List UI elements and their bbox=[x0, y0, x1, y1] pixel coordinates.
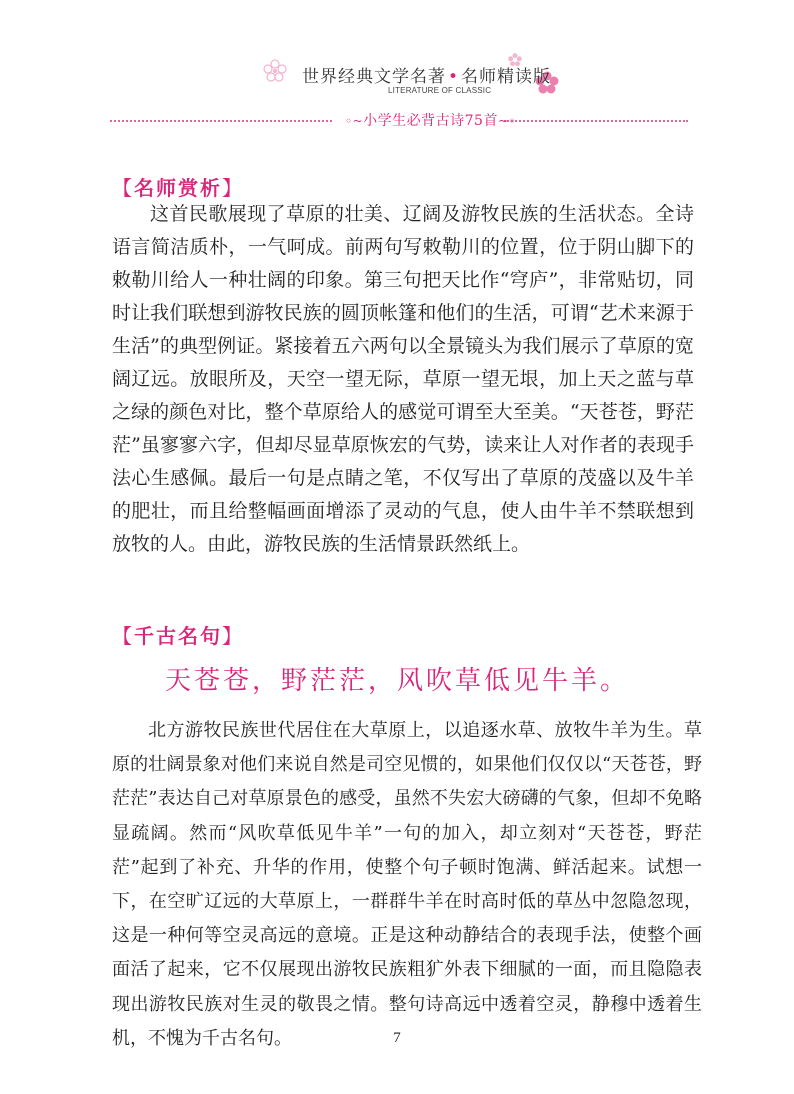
series-title bbox=[345, 110, 516, 130]
swirl-ornament-icon: ~◦ bbox=[497, 114, 517, 128]
page-number: 7 bbox=[393, 1030, 401, 1046]
famous-line: 天苍苍，野茫茫，风吹草低见牛羊。 bbox=[164, 666, 629, 696]
page-header bbox=[0, 0, 794, 140]
section-heading-analysis-text: 名师赏析 bbox=[134, 176, 222, 200]
brand-separator: • bbox=[448, 67, 460, 87]
series-title-text: 小学生必背古诗75首 bbox=[363, 113, 498, 129]
section-heading-famous-line: 【千古名句】 bbox=[112, 624, 244, 648]
header-divider-right bbox=[504, 120, 688, 122]
brand-title-left: 世界经典文学名著 bbox=[302, 67, 446, 87]
header-divider-left bbox=[110, 120, 332, 122]
brand-title-right: 名师精读版 bbox=[461, 67, 552, 87]
swirl-ornament-icon: ◦~ bbox=[345, 114, 364, 128]
section-heading-famous-line-text: 千古名句 bbox=[134, 624, 222, 648]
flower-icon bbox=[262, 58, 288, 84]
section-heading-analysis: 【名师赏析】 bbox=[112, 176, 244, 200]
analysis-paragraph: 这首民歌展现了草原的壮美、辽阔及游牧民族的生活状态。全诗语言简洁质朴，一气呵成。前两句写敕勒川的位置，位于阴山脚下的敕勒川给人一种壮阔的印象。第三句把天比作“穹庐”，非常贴切，同时让我们联想到游牧民族的圆顶帐篷和他们的生活，可谓“艺术来源于生活”的典型例证。紧接着五六两句以全景镜头为我们展示了草原的宽阔辽远。放眼所及，天空一望无际，草原一望无垠，加上天之蓝与草之绿的颜色对比，整个草原给人的感觉可谓至大至美。“天苍苍，野茫茫”虽寥寥六字，但却尽显草原恢宏的气势，读来让人对作者的表现手法心生感佩。最后一句是点睛之笔，不仅写出了草原的茂盛以及牛羊的肥壮，而且给整幅画面增添了灵动的气息，使人由牛羊不禁联想到放牧的人。由此，游牧民族的生活情景跃然纸上。 bbox=[112, 203, 694, 555]
famous-line-paragraph: 北方游牧民族世代居住在大草原上，以追逐水草、放牧牛羊为生。草原的壮阔景象对他们来说自然是司空见惯的，如果他们仅仅以“天苍苍，野茫茫”表达自己对草原景色的感受，虽然不失宏大磅礴的气象，但却不免略显疏阔。然而“风吹草低见牛羊”一句的加入，却立刻对“天苍苍，野茫茫”起到了补充、升华的作用，使整个句子顿时饱满、鲜活起来。试想一下，在空旷辽远的大草原上，一群群牛羊在时高时低的草丛中忽隐忽现，这是一种何等空灵高远的意境。正是这种动静结合的表现手法，使整个画面活了起来，它不仅展现出游牧民族粗犷外表下细腻的一面，而且隐隐表现出游牧民族对生灵的敬畏之情。整句诗高远中透着空灵，静穆中透着生机，不愧为千古名句。 bbox=[112, 720, 702, 1049]
brand-title-english: LITERATURE OF CLASSIC bbox=[388, 86, 492, 95]
brand-title bbox=[302, 62, 551, 87]
